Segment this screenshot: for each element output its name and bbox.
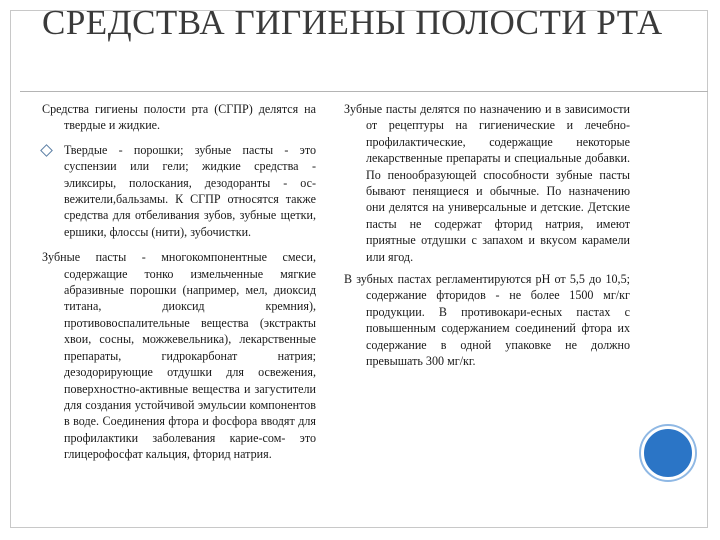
title-divider [20, 91, 708, 92]
right-column [344, 101, 630, 370]
toothpaste-composition-paragraph: Зубные пасты - многокомпонентные смеси, содержащие тонко измельченные мягкие абразивные порошки (например, мел, диоксид титана, диоксид кремния), противовоспалительные вещества (экстракты хвои, сосны, можжевельника), лекарственные препараты, гидрокарбонат натрия; дезодорирующие отдушки для освежения, поверхностно-активные вещества и загустители для создания устойчивой эмульсии компонентов в воде. Соединения фтора и фосфора вводят для профилактики заболевания карие-сом- это глицерофосфат кальция, фторид натрия. [42, 250, 316, 462]
blue-circle-icon [641, 426, 695, 480]
regulation-paragraph: В зубных пастах регламентируются рН от 5,5 до 10,5; содержание фторидов - не более 1500 мг/кг продукции. В противокари-есных пастах с повышенным содержанием соединений фтора их содержание в одной упаковке не должно превышать 300 мг/кг. [344, 272, 630, 369]
bullet-item [42, 142, 316, 240]
left-column [42, 101, 316, 463]
bullet-text: Твердые - порошки; зубные пасты - это суспензии или гели; жидкие средства - эликсиры, полоскания, дезодоранты - ос-вежители,бальзамы. К СГПР относятся также средства для отбеливания зубов, зубные щетки, ершики, флоссы (нити), зубочистки. [64, 142, 316, 239]
diamond-bullet-icon [40, 144, 53, 157]
toothpaste-types-paragraph: Зубные пасты делятся по назначению и в зависимости от рецептуры на гигиенические и лечебно-профилактические, содержащие некоторые лекарственные препараты и специальные добавки. По пенообразующей способности зубные пасты бывают пенящиеся и обычные. По назначению они делятся на универсальные и детские. Детские пасты не содержат фторид натрия, имеют приятные отдушки с запахом и вкусом карамели или ягод. [344, 102, 630, 264]
intro-paragraph: Средства гигиены полости рта (СГПР) делятся на твердые и жидкие. [42, 102, 316, 133]
slide-title: СРЕДСТВА ГИГИЕНЫ ПОЛОСТИ РТА [42, 3, 663, 42]
